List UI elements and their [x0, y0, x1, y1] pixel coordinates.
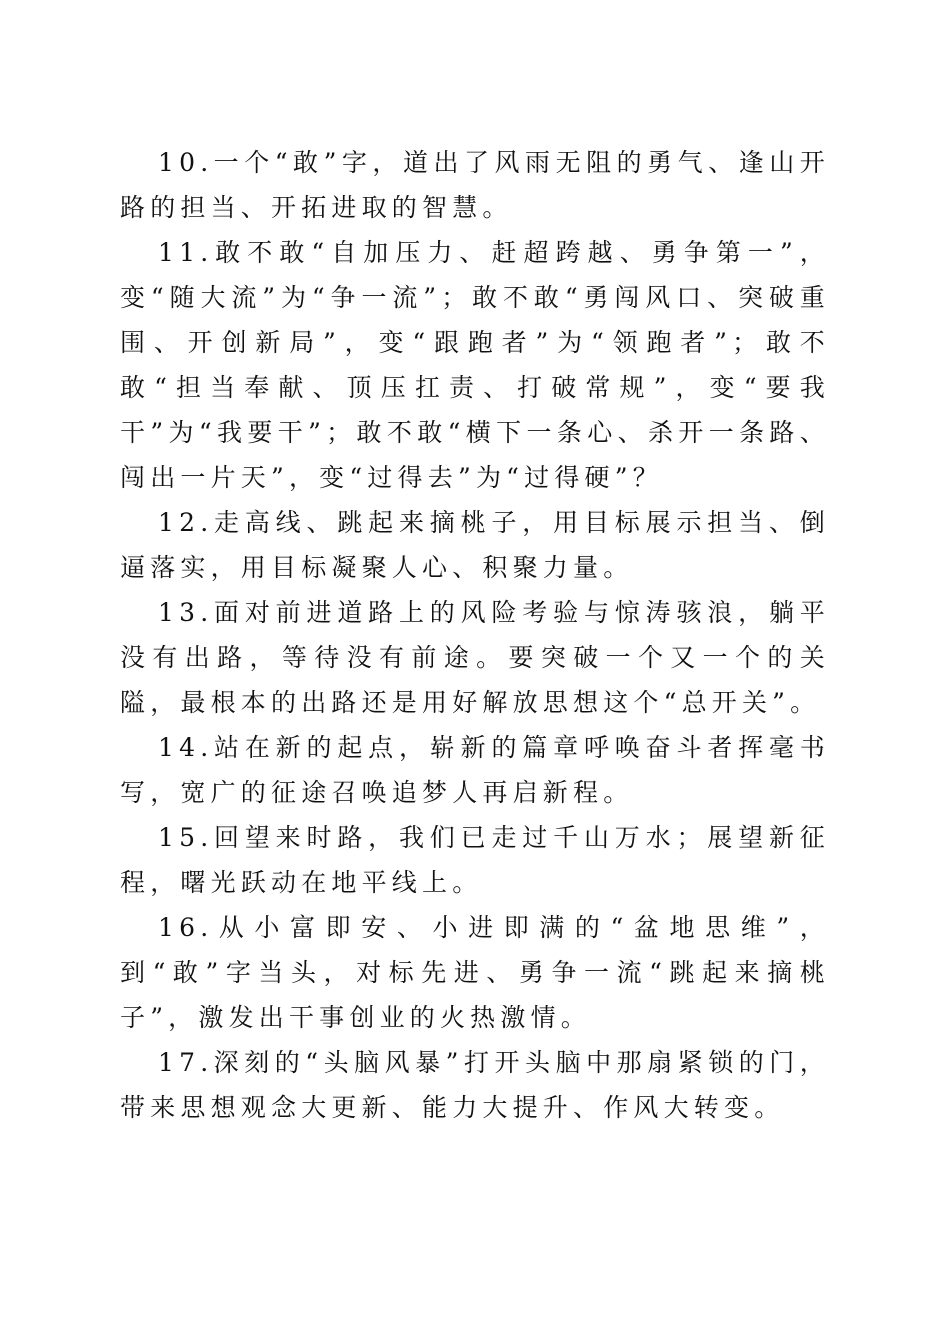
document-body: [120, 140, 830, 1130]
paragraph-15: 15.回望来时路，我们已走过千山万水；展望新征程，曙光跃动在地平线上。: [120, 823, 830, 897]
paragraph-16: 16.从小富即安、小进即满的“盆地思维”，到“敢”字当头，对标先进、勇争一流“跳起来摘桃子”，激发出干事创业的火热激情。: [120, 913, 830, 1032]
paragraph-13: 13.面对前进道路上的风险考验与惊涛骇浪，躺平没有出路，等待没有前途。要突破一个又一个的关隘，最根本的出路还是用好解放思想这个“总开关”。: [120, 598, 830, 717]
paragraph-11: 11.敢不敢“自加压力、赶超跨越、勇争第一”，变“随大流”为“争一流”；敢不敢“勇闯风口、突破重围、开创新局”，变“跟跑者”为“领跑者”；敢不敢“担当奉献、顶压扛责、打破常规”，变“要我干”为“我要干”；敢不敢“横下一条心、杀开一条路、闯出一片天”，变“过得去”为“过得硬”？: [120, 238, 830, 492]
paragraph-14: 14.站在新的起点，崭新的篇章呼唤奋斗者挥毫书写，宽广的征途召唤追梦人再启新程。: [120, 733, 830, 807]
paragraph-17: 17.深刻的“头脑风暴”打开头脑中那扇紧锁的门，带来思想观念大更新、能力大提升、作风大转变。: [120, 1048, 830, 1122]
paragraph-12: 12.走高线、跳起来摘桃子，用目标展示担当、倒逼落实，用目标凝聚人心、积聚力量。: [120, 508, 830, 582]
paragraph-10: 10.一个“敢”字，道出了风雨无阻的勇气、逢山开路的担当、开拓进取的智慧。: [120, 148, 830, 222]
